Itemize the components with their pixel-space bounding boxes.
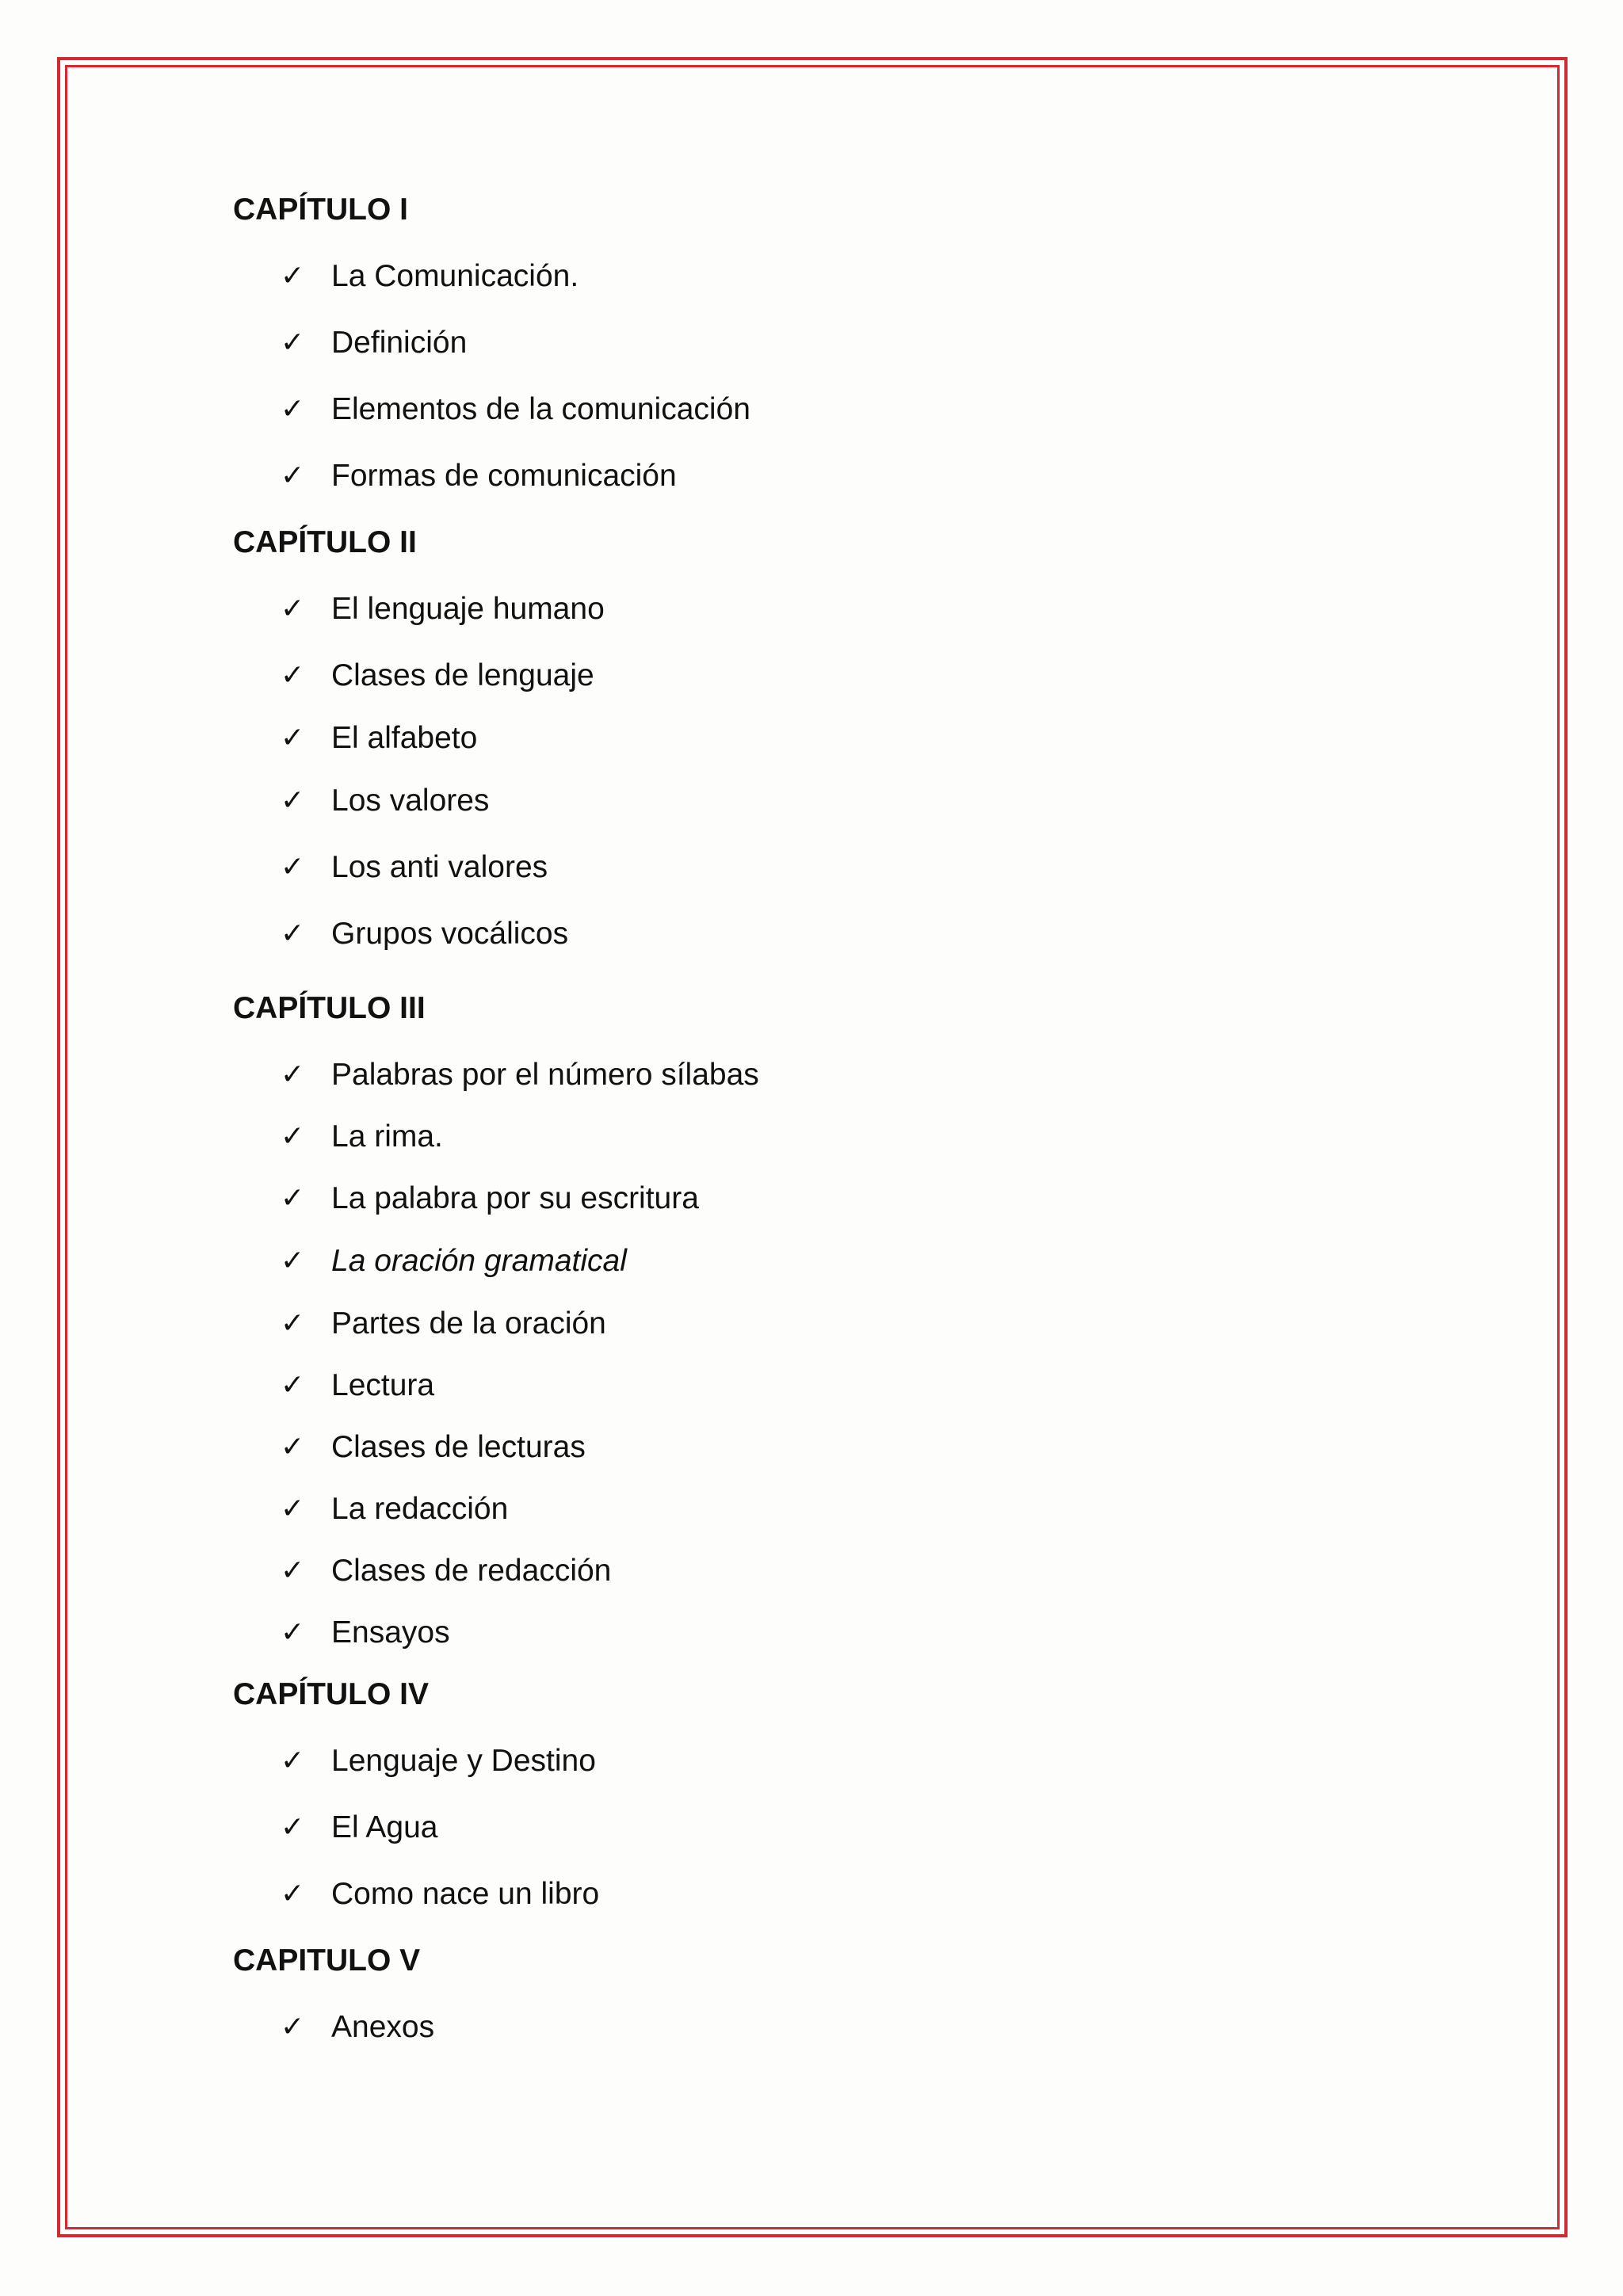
list-item-label: Lenguaje y Destino: [331, 1744, 596, 1778]
checkmark-icon: ✓: [281, 1493, 305, 1525]
list-item: [281, 1367, 435, 1404]
checkmark-icon: ✓: [281, 784, 305, 817]
checkmark-icon: ✓: [281, 1120, 305, 1153]
list-item-label: El Agua: [331, 1810, 438, 1844]
checkmark-icon: ✓: [281, 2011, 305, 2043]
checkmark-icon: ✓: [281, 1245, 305, 1277]
list-item-label: La Comunicación.: [331, 259, 579, 293]
list-item-label: La redacción: [331, 1492, 509, 1526]
checkmark-icon: ✓: [281, 260, 305, 292]
list-item: [281, 325, 468, 361]
list-item-label: Clases de redacción: [331, 1554, 612, 1588]
list-item-label: La oración gramatical: [331, 1244, 627, 1278]
checkmark-icon: ✓: [281, 393, 305, 425]
list-item: [281, 720, 478, 757]
list-item: [281, 1743, 596, 1779]
checkmark-icon: ✓: [281, 1431, 305, 1463]
list-item: [281, 1491, 509, 1527]
list-item-label: Elementos de la comunicación: [331, 392, 750, 426]
list-item: [281, 658, 594, 694]
list-item: [281, 1057, 759, 1093]
checkmark-icon: ✓: [281, 1878, 305, 1910]
list-item: [281, 1810, 438, 1846]
list-item: [281, 1876, 600, 1913]
list-item: [281, 1180, 699, 1217]
checkmark-icon: ✓: [281, 1554, 305, 1587]
list-item-label: Partes de la oración: [331, 1306, 606, 1341]
list-item: [281, 1615, 450, 1651]
list-item: [281, 458, 677, 494]
list-item-label: Los anti valores: [331, 850, 548, 884]
chapter-4-heading: CAPÍTULO IV: [233, 1677, 430, 1711]
checkmark-icon: ✓: [281, 1616, 305, 1649]
list-item: [281, 1306, 606, 1342]
list-item-label: Los valores: [331, 784, 490, 818]
list-item-label: Formas de comunicación: [331, 459, 677, 493]
list-item: [281, 1243, 627, 1280]
list-item-label: La rima.: [331, 1119, 443, 1154]
checkmark-icon: ✓: [281, 1058, 305, 1091]
chapter-1-heading: CAPÍTULO I: [233, 193, 408, 227]
chapter-3-heading: CAPÍTULO III: [233, 991, 426, 1025]
chapter-2-heading: CAPÍTULO II: [233, 525, 417, 559]
list-item: [281, 849, 548, 886]
list-item: [281, 1553, 612, 1589]
list-item-label: Clases de lenguaje: [331, 658, 594, 692]
checkmark-icon: ✓: [281, 593, 305, 625]
checkmark-icon: ✓: [281, 1307, 305, 1340]
list-item: [281, 1429, 586, 1466]
list-item: [281, 591, 605, 627]
list-item: [281, 258, 579, 295]
list-item-label: El lenguaje humano: [331, 592, 605, 626]
list-item: [281, 916, 569, 952]
checkmark-icon: ✓: [281, 722, 305, 754]
checkmark-icon: ✓: [281, 1182, 305, 1215]
list-item-label: Anexos: [331, 2010, 435, 2044]
list-item-label: Clases de lecturas: [331, 1430, 586, 1464]
chapter-5-heading: CAPITULO V: [233, 1943, 421, 1978]
list-item-label: La palabra por su escritura: [331, 1181, 699, 1215]
list-item-label: Ensayos: [331, 1615, 450, 1650]
list-item: [281, 391, 750, 428]
checkmark-icon: ✓: [281, 1745, 305, 1777]
checkmark-icon: ✓: [281, 917, 305, 950]
list-item-label: Lectura: [331, 1368, 435, 1402]
list-item-label: Palabras por el número sílabas: [331, 1058, 759, 1092]
list-item-label: Como nace un libro: [331, 1877, 600, 1911]
list-item: [281, 783, 490, 819]
list-item-label: Definición: [331, 326, 468, 360]
checkmark-icon: ✓: [281, 1369, 305, 1402]
list-item-label: Grupos vocálicos: [331, 917, 569, 951]
list-item: [281, 1119, 443, 1155]
checkmark-icon: ✓: [281, 659, 305, 692]
checkmark-icon: ✓: [281, 460, 305, 492]
checkmark-icon: ✓: [281, 326, 305, 359]
list-item: [281, 2009, 435, 2046]
checkmark-icon: ✓: [281, 851, 305, 883]
checkmark-icon: ✓: [281, 1811, 305, 1844]
list-item-label: El alfabeto: [331, 721, 478, 755]
